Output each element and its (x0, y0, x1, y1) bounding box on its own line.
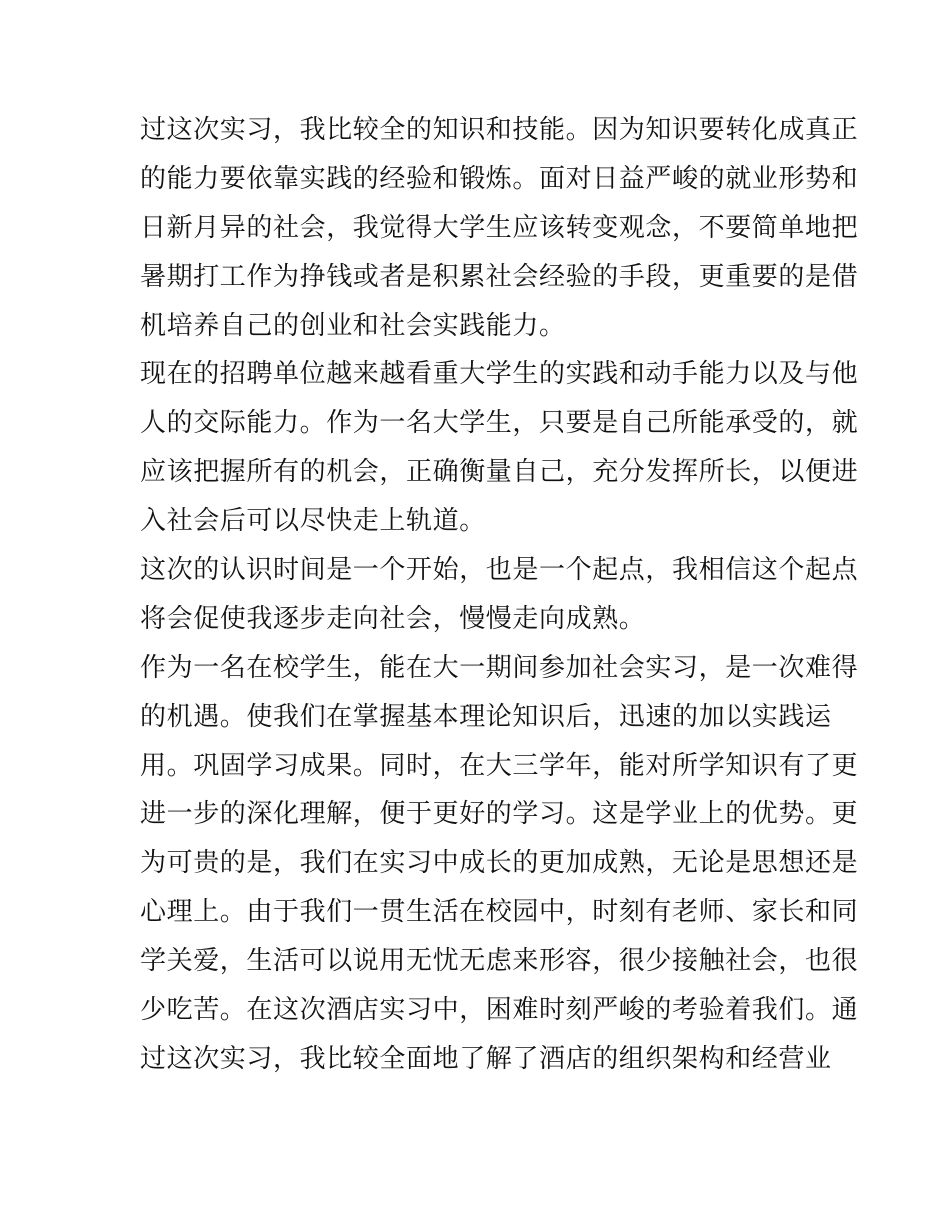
text-line: 作为一名在校学生，能在大一期间参加社会实习，是一次难得 (140, 652, 859, 683)
text-line: 为可贵的是，我们在实习中成长的更加成熟，无论是思想还是 (140, 848, 859, 879)
text-line: 少吃苦。在这次酒店实习中，困难时刻严峻的考验着我们。通 (140, 995, 859, 1026)
text-line: 暑期打工作为挣钱或者是积累社会经验的手段，更重要的是借 (140, 261, 859, 292)
text-line: 过这次实习，我比较全的知识和技能。因为知识要转化成真正 (140, 115, 859, 145)
text-line: 学关爱，生活可以说用无忧无虑来形容，很少接触社会，也很 (140, 946, 859, 977)
text-line: 这次的认识时间是一个开始，也是一个起点，我相信这个起点 (140, 555, 859, 586)
text-line: 进一步的深化理解，便于更好的学习。这是学业上的优势。更 (140, 799, 859, 830)
text-line: 入社会后可以尽快走上轨道。 (140, 506, 486, 537)
text-line: 的能力要依靠实践的经验和锻炼。面对日益严峻的就业形势和 (140, 163, 859, 194)
text-line: 应该把握所有的机会，正确衡量自己，充分发挥所长，以便进 (140, 457, 859, 488)
text-line: 人的交际能力。作为一名大学生，只要是自己所能承受的，就 (140, 408, 859, 439)
text-line: 心理上。由于我们一贯生活在校园中，时刻有老师、家长和同 (140, 897, 859, 928)
text-line: 用。巩固学习成果。同时，在大三学年，能对所学知识有了更 (140, 750, 859, 781)
text-line: 将会促使我逐步走向社会，慢慢走向成熟。 (140, 603, 646, 634)
text-line: 机培养自己的创业和社会实践能力。 (140, 310, 566, 341)
text-line: 日新月异的社会，我觉得大学生应该转变观念，不要简单地把 (140, 212, 859, 243)
text-line: 过这次实习，我比较全面地了解了酒店的组织架构和经营业 (140, 1043, 832, 1074)
document-body (140, 106, 859, 1084)
text-line: 的机遇。使我们在掌握基本理论知识后，迅速的加以实践运 (140, 701, 832, 732)
text-line: 现在的招聘单位越来越看重大学生的实践和动手能力以及与他 (140, 359, 859, 390)
